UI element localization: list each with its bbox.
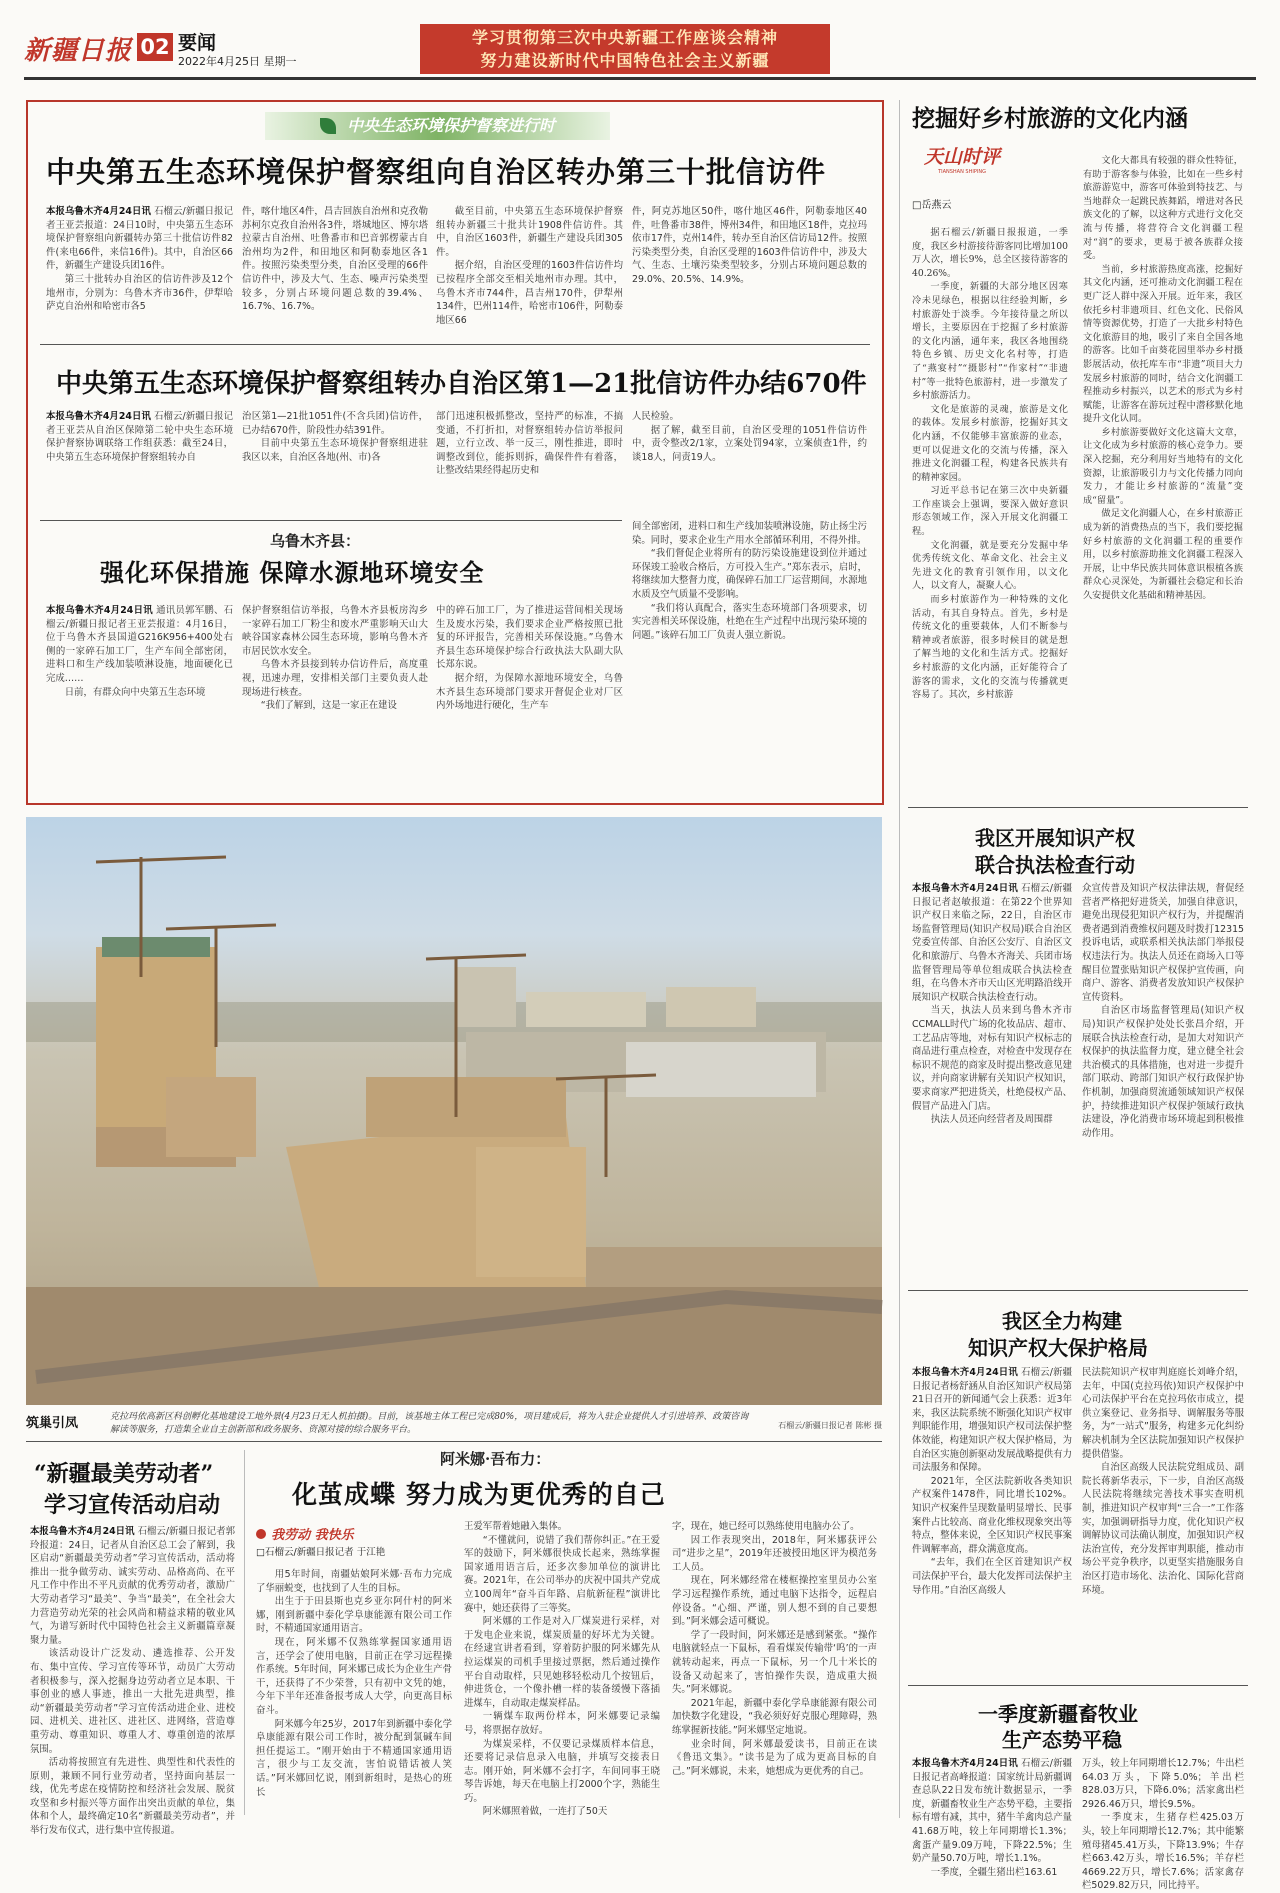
column-logo-text: 我劳动 我快乐 [271,1528,354,1543]
second-story-col-4: 人民检验。 据了解，截至目前，自治区受理的1051件信访件中，责令整改2/1家，立案处罚94家，立案侦查1件，约谈18人，问责19人。 [632,411,867,463]
tourism-col-1: 据石榴云/新疆日报报道，一季度，我区乡村游接待游客同比增加100万人次，增长9%，总全区接待游客的40.26%。 一季度，新疆的大部分地区因寒冷未见绿色，根据以往经验判断，乡村旅游处于淡季。今年接待量之所以增长，主要原因在于挖掘了乡村旅游的文化内涵，通年来，我区各地围绕特色乡镇、历史文化名村等，打造了“燕宴村”“摄影村”“作家村”“非遗村”等一批特色旅游村，进一步激发了乡村旅游活力。 文化是旅游的灵魂，旅游是文化的载体。发展乡村旅游，挖掘好其文化内涵，不仅能够丰富旅游的业态，更可以促进文化的交流与传播，深入推进文化润疆工程，构建各民族共有的精神家园。 习近平总书记在第三次中央新疆工作座谈会上强调，要深入做好意识形态领域工作，深入开展文化润疆工程。 文化润疆，就是要充分发掘中华优秀传统文化、革命文化、社会主义先进文化的教育引领作用，以文化人，以文育人，凝聚人心。 而乡村旅游作为一种特殊的文化活动，有其自身特点。首先，乡村是传统文化的重要载体，人们不断参与精神或者旅游，很多时候目的就是想了解当地的文化和生活方式。挖掘好乡村旅游的文化内涵，正好能符合了游客的需求，文化的交流与传播就更容易了。其次，乡村旅游 [912,227,1068,701]
urumqi-col-1: 本报乌鲁木齐4月24日讯 通讯员郭军鹏、石榴云/新疆日报记者王亚芸报道：4月16日，位于乌鲁木齐县国道G216K956+400处右侧的一家碎石加工厂，生产车间全部密闭，进料口和生产线加装喷淋设施，地面硬化已完成…… 日前，有群众向中央第五生态环境 [46,605,233,698]
banner-line-1: 学习贯彻第三次中央新疆工作座谈会精神 [471,28,778,47]
section-badge [265,112,610,140]
badge-label: 中央生态环境保护督察进行时 [347,116,556,135]
ip-protection-headline-2: 知识产权大保护格局 [968,1336,1148,1360]
urumqi-col-4: 间全部密闭，进料口和生产线加装喷淋设施，防止扬尘污染。同时，要求企业生产用水全部循环利用，不得外排。 “我们督促企业将所有的防污染设施建设到位并通过环保竣工验收合格后，方可投入生产。”郑东表示，启时，将继续加大整督力度，确保碎石加工厂运营期间，水源地水质及空气质量不受影响。 “我们将认真配合，落实生态环境部门各项要求，切实完善相关环保设施，杜绝在生产过程中出现污染环境的问题。”该碎石加工厂负责人强立新说。 [632,521,867,641]
urumqi-headline: 强化环保措施 保障水源地环境安全 [100,558,485,587]
urumqi-col-3: 中的碎石加工厂，为了推进运营间相关现场生及废水污染，我们要求企业严格按照已批复的环评报告，完善相关环保设施。”乌鲁木齐县生态环境保护综合行政执法大队副大队长郑东说。 据介绍，为保障水源地环境安全，乌鲁木齐县生态环境部门要求开督促企业对厂区内外场地进行硬化，生产车 [436,605,623,712]
ip-enforcement-headline-1: 我区开展知识产权 [975,826,1135,850]
second-story-col-2: 治区第1—21批1051件(不含兵团)信访件，已办结670件，阶段性办结391件。 目前中央第五生态环境保护督察组进驻我区以来，自治区各地(州、市)各 [242,411,428,463]
livestock-headline-2: 生产态势平稳 [1002,1728,1122,1752]
leaf-icon [320,118,336,134]
second-story-col-1: 本报乌鲁木齐4月24日讯 石榴云/新疆日报记者王亚芸从自治区保障第二轮中央生态环境保护督察协调联络工作组获悉：截至24日，中央第五生态环境保护督察组转办自 [46,411,233,463]
banner-line-2: 努力建设新时代中国特色社会主义新疆 [480,51,770,70]
tourism-col-2: 文化大都具有较强的群众性特征，有助于游客参与体验，比如在一些乡村旅游游览中，游客可体验到特技艺、与当地群众一起跳民族舞蹈，增进对各民族文化的了解，以这种方式进行文化交流与传播，将营符合文化润疆工程对“润”的要求，更易于被各族群众接受。 当前，乡村旅游热度高涨，挖掘好其文化内涵，还可推动文化润疆工程在更广泛人群中深入开展。近年来，我区依托乡村非遗项目、红色文化、民俗风情等资源优势，打造了一大批乡村特色文化旅游目的地，吸引了来自全国各地的游客。比如千亩葵花园里举办乡村摄影展活动，依托库车市“非遗”项目大力发展乡村旅游的同时，结合文化润疆工程推动乡村振兴，以艺术的形式为乡村赋能，让游客在游玩过程中潜移默化地提升文化认同。 乡村旅游要做好文化这篇大文章，让文化成为乡村旅游的核心竞争力。要深入挖掘，充分利用好当地特有的文化资源，让旅游吸引力与文化传播力同向发力，才能让乡村旅游的“流量”变成“留量”。 做足文化润疆人心，在乡村旅游正成为新的消费热点的当下，我们要挖掘好乡村旅游的文化润疆工程的重要作用，以乡村旅游助推文化润疆工程深入开展，让中华民族共同体意识根植各族群众心灵深处，为新疆社会稳定和长治久安提供文化基础和精神基因。 [1083,155,1243,601]
column-logo [924,142,1000,175]
column-logo-sub: TIANSHAN SHIPING [938,169,986,175]
labor-headline-1: “新疆最美劳动者” [34,1461,214,1487]
page-number: 02 [137,33,173,61]
ip-protection-col-2: 民法院知识产权审判庭庭长刘峰介绍，去年，中国(克拉玛依)知识产权保护中心司法保护平台在克拉玛依市成立，提供立案登记、业务指导、调解服务等服务，为“一站式”服务，构建多元化纠纷解决机制为全区法院加强知识产权保护提供借鉴。 自治区高级人民法院党组成员、副院长蒋新华表示，下一步，自治区高级人民法院将继续完善技术事实查明机制，推进知识产权审判“三合一”工作落实，加强调研指导力度，优化知识产权调解协议司法确认制度，加强知识产权法治宣传，充分发挥审判职能，推动市场公平竞争秩序，以更坚实措施服务自治区打造市场化、法治化、国际化营商环境。 [1082,1367,1244,1596]
ip-protection-headline-1: 我区全力构建 [1002,1309,1122,1333]
divider [908,1290,1248,1291]
dateline: 本报乌鲁木齐4月24日讯 [30,1526,135,1537]
divider [40,520,622,521]
column-logo-text: 天山时评 [924,146,1001,168]
amina-col-2: 王爱军帮着她融入集体。 “不懂就问，说错了我们帮你纠正。”在王爱军的鼓励下，阿米娜很快成长起来，熟练掌握国家通用语言后，还多次参加单位的演讲比赛。2021年，在公司举办的庆祝中国共产党成立100周年“奋斗百年路、启航新征程”演讲比赛中，她还获得了三等奖。 阿米娜的工作是对入厂煤炭进行采样，对于发电企业来说，煤炭质量的好坏尤为关键。在经逮宣讲者看到，穿着防护服的阿米娜先从拉运煤炭的司机手里接过票据，然后通过操作平台自动取样，只见她移轻松动几个按钮后，伸进货仓，一个像扑槽一样的装备缓慢下落插进煤车，自动取走煤炭样品。 一辆煤车取两份样本，阿米娜要记录编号，将票据存放好。 为煤炭采样，不仅要记录煤质样本信息，还要将记录信息录入电脑，并填写交接表日志。刚开始，阿米娜不会打字，车间同事王晓琴告诉她，每天在电脑上打2000个字，熟能生巧。 阿米娜照着做，一连打了50天 [464,1521,660,1818]
masthead [0,0,1280,80]
issue-date: 2022年4月25日 星期一 [178,55,297,68]
tourism-headline: 挖掘好乡村旅游的文化内涵 [912,105,1188,132]
labor-body: 本报乌鲁木齐4月24日讯 石榴云/新疆日报记者郭玲报道：24日，记者从自治区总工会了解到，我区启动“新疆最美劳动者”学习宣传活动，活动将推出一批争做劳动、诚实劳动、品格高尚、在平凡工作中作出不平凡贡献的优秀劳动者，激励广大劳动者学习“最美”、争当“最美”，在全社会大力营造劳动光荣的社会风尚和精益求精的敬业风气，为谱写新时代中国特色社会主义新疆篇章凝聚力量。 该活动设计广泛发动、遴选推荐、公开发布、集中宣传、学习宣传等环节，动员广大劳动者积极参与，深入挖掘身边劳动者立足本职、干事创业的感人事迹，推出一大批先进典型，推动“新疆最美劳动者”学习宣传活动进企业、进校园、进机关、进社区、进社区、进网络，营造尊重劳动、尊重知识、尊重人才、尊重创造的浓厚氛围。 活动将按照宣有先进性、典型性和代表性的原则，兼顾不同行业劳动者，坚持面向基层一线，优先考虑在疫情防控和经济社会发展、脱贫攻坚和乡村振兴等方面作出突出贡献的单位，集体和个人，最终确定10名“新疆最美劳动者”，并举行发布仪式，进行集中宣传报道。 [30,1526,235,1837]
dateline: 本报乌鲁木齐4月24日讯 [912,883,1018,894]
top-story-col-3: 截至目前，中央第五生态环境保护督察组转办新疆三十批共计1908件信访件。其中，自治区1603件，新疆生产建设兵团305件。 据介绍，自治区受理的1603件信访件均已按程序全部交至相关地州市办理。其中，乌鲁木齐市744件，昌吉州170件，伊犁州134件，巴州114件，哈密市106件，阿勒泰地区66 [436,206,623,326]
construction-scene [26,817,882,1405]
ip-enforcement-col-2: 众宣传普及知识产权法律法规，督促经营者严格把好进货关，加强自律意识，避免出现侵犯知识产权行为，并提醒消费者遇到消费维权问题及时拨打12315投诉电话，或联系相关执法部门举报侵权违法行为。执法人员还在商场入口等醒目位置张贴知识产权保护宣传画，向商户、游客、消费者发放知识产权保护宣传资料。 自治区市场监督管理局(知识产权局)知识产权保护处处长张昌介绍，开展联合执法检查行动，是加大对知识产权保护的执法监督力度，建立健全社会共治模式的具体措施，也对进一步提升部门联动、跨部门知识产权行政保护协作机制，加强商贸流通领域知识产权保护，持续推进知识产权保护领域行政执法建设，净化消费市场环境起到积极推动作用。 [1082,883,1244,1139]
dateline: 本报乌鲁木齐4月24日讯 [912,1758,1018,1769]
second-story-col-3: 部门迅速积极抓整改，坚持严的标准，不搞变通，不打折扣，对督察组转办信访举报问题，立行立改、举一反三，刚性推进，即时调整改到位，能拆则拆，确保件件有着落，让整改结果经得起历史和 [436,411,623,477]
second-story-headline: 中央第五生态环境保护督察组转办自治区第1—21批信访件办结670件 [56,369,867,399]
column-divider [244,1450,245,1815]
ip-protection-col-1: 本报乌鲁木齐4月24日讯 石榴云/新疆日报记者杨舒涵从自治区知识产权局第21日召开的新闻通气会上获悉：近3年来，我区法院系统不断强化知识产权审判职能作用，增强知识产权司法保护整体效能，构建知识产权大保护格局，为自治区实施创新驱动发展战略提供有力司法服务和保障。 2021年，全区法院新收各类知识产权案件1478件，同比增长102%。知识产权案件呈现数量明显增长、民事案件占比较高、商业化维权现象突出等特点，整体来说，全区知识产权民事案件调解率高，群众满意度高。 “去年，我们在全区首建知识产权司法保护平台，最大化发挥司法保护主导作用。”自治区高级人 [912,1367,1072,1596]
dateline: 本报乌鲁木齐4月24日讯 [46,206,151,217]
dateline: 本报乌鲁木齐4月24日讯 [46,605,153,616]
amina-kicker: 阿米娜·吾布力： [440,1450,551,1468]
top-story-col-2: 件，喀什地区4件，昌吉回族自治州和克孜勒苏柯尔克孜自治州各3件，塔城地区、博尔塔拉蒙古自治州、吐鲁番市和巴音郭楞蒙古自治州均为2件，和田地区和阿勒泰地区各1件。按照污染类型分类，自治区受理的66件信访件中，涉及大气、生态、噪声污染类型较多，分别占环境问题总数的39.4%、16.7%、16.7%。 [242,206,428,313]
divider [40,344,870,345]
byline: □石榴云/新疆日报记者 于江艳 [256,1547,386,1558]
urumqi-kicker: 乌鲁木齐县： [270,532,361,550]
top-story-col-1: 本报乌鲁木齐4月24日讯 石榴云/新疆日报记者王亚芸报道：24日10时，中央第五生态环境保护督察组向新疆转办第三十批信访件82件(来电66件，来信16件)。其中，自治区66件，新疆生产建设兵团16件。 第三十批转办自治区的信访件涉及12个地州市，分别为：乌鲁木齐市36件，伊犁哈萨克自治州和哈密市各5 [46,206,233,313]
divider [908,807,1248,808]
divider [26,1441,882,1442]
ip-enforcement-col-1: 本报乌鲁木齐4月24日讯 石榴云/新疆日报记者赵敏报道：在第22个世界知识产权日来临之际，22日，自治区市场监督管理局(知识产权局)联合自治区党委宣传部、自治区公安厅、自治区文化和旅游厅、乌鲁木齐海关、兵团市场监督管理局等单位组成联合执法检查组，在乌鲁木齐市天山区光明路沿线开展知识产权联合执法检查行动。 当天，执法人员来到乌鲁木齐市CCMALL时代广场的化妆品店、超市、工艺品店等地，对标有知识产权标志的商品进行重点检查，对检查中发现存在标识不规范的商家及时提出整改意见建议，并向商家讲解有关知识产权知识，要求商家严把进货关，杜绝侵权产品、假冒产品进入门店。 执法人员还向经营者及周围群 [912,883,1072,1126]
livestock-col-1: 本报乌鲁木齐4月24日讯 石榴云/新疆日报记者高峰报道：国家统计局新疆调查总队22日发布统计数据显示，一季度，新疆畜牧业生产态势平稳，主要指标有增有减，其中，猪牛羊禽肉总产量41.68万吨，较上年同期增长1.3%；禽蛋产量9.09万吨，下降22.5%；生奶产量50.70万吨，增长1.1%。 一季度，全疆生猪出栏163.61 [912,1758,1072,1878]
amina-headline: 化茧成蝶 努力成为更优秀的自己 [292,1480,666,1509]
ip-enforcement-headline-2: 联合执法检查行动 [975,853,1135,877]
logo: 新疆日报 [24,36,133,66]
theme-banner [420,24,830,74]
column-divider [899,100,900,1818]
dateline: 本报乌鲁木齐4月24日讯 [46,411,151,422]
photo-credit: 石榴云/新疆日报记者 陈彬 摄 [778,1421,882,1430]
photo-caption: 克拉玛依高新区科创孵化基地建设工地外景(4月23日无人机拍摄)。目前，该基地主体工程已完成80%，项目建成后，将为入驻企业提供人才引进培养、政策咨询解读等服务，打造集全业自主创新部和政务服务、资源对接的综合服务平台。 [110,1412,749,1435]
amina-col-3: 字，现在，她已经可以熟练使用电脑办公了。 因工作表现突出，2018年，阿米娜获评公司“进步之星”，2019年还被授田地区评为模范务工人员。 现在，阿米娜经常在楼框操控室里员办公室学习远程操作系统，通过电脑下达指令，远程启停设备。“心细、严谨，别人想不到的自己要想到。”阿米娜会适可概说。 学了一段时间，阿米娜还是感到紧张。“操作电脑就轻点一下鼠标，看看煤炭传输带‘呜’的一声就转动起来，再点一下鼠标，另一个几十米长的设备又动起来了，害怕操作失误，造成重大损失。”阿米娜说。 2021年起，新疆中泰化学阜康能源有限公司加快数字化建设，“我必须好好克服心理障碍，熟练掌握新技能。”阿米娜坚定地说。 业余时间，阿米娜最爱读书，目前正在读《鲁迅文集》。“读书是为了成为更高目标的自己。”阿米娜说，未来，她想成为更优秀的自己。 [672,1521,877,1777]
divider [908,1685,1248,1686]
column-logo [256,1523,354,1543]
construction-photo [26,817,882,1405]
labor-headline-2: 学习宣传活动启动 [44,1492,221,1518]
amina-col-1: 用5年时间，南疆姑娘阿米娜·吾布力完成了华丽蜕变，也找到了人生的目标。 出生于于田县斯也克乡亚尔阿什村的阿米娜，刚到新疆中泰化学阜康能源有限公司工作时，不精通国家通用语言。 现在，阿米娜不仅熟练掌握国家通用语言，还学会了使用电脑，目前正在学习远程操作系统。5年时间，阿米娜已成长为企业生产骨干，还获得了不少荣誉，只有初中文凭的她，今年下半年还准备报考成人大学，向更高目标奋斗。 阿米娜今年25岁，2017年到新疆中泰化学阜康能源有限公司工作时，被分配到氯碱车间担任提运工。“刚开始由于不精通国家通用语言，很少与工友交流，害怕说错话被人笑话。”阿米娜回忆说，刚到新组时，是热心的班长 [256,1569,452,1798]
top-story-col-4: 件，阿克苏地区50件，喀什地区46件，阿勒泰地区40件，吐鲁番市38件，博州34件，和田地区18件，克拉玛依市17件，克州14件，转办至自治区信访局12件。按照污染类型分类，自治区受理的1603件信访件中，涉及大气、生态、土壤污染类型较多，分别占环境问题总数的29.0%、20.5%、14.9%。 [632,206,867,285]
byline: □岳燕云 [912,200,952,211]
dateline: 本报乌鲁木齐4月24日讯 [912,1367,1018,1378]
heart-icon [256,1529,266,1539]
livestock-headline-1: 一季度新疆畜牧业 [978,1702,1138,1726]
livestock-col-2: 万头，较上年同期增长12.7%；牛出栏64.03万头，下降5.0%；羊出栏828.03万只，下降6.0%；活家禽出栏2926.46万只，增长9.5%。 一季度末，生猪存栏425.03万头，较上年同期增长12.7%；其中能繁殖母猪45.41万头，下降13.9%；牛存栏663.42万头，增长16.5%；羊存栏4669.22万只，增长7.6%；活家禽存栏5029.82万只，同比持平。 [1082,1758,1244,1892]
masthead-rule [24,77,1256,80]
photo-caption-label: 筑巢引凤 [26,1416,79,1431]
urumqi-col-2: 保护督察组信访举报，乌鲁木齐县板房沟乡一家碎石加工厂粉尘和废水严重影响天山大峡谷国家森林公园生态环境，影响乌鲁木齐市居民饮水安全。 乌鲁木齐县接到转办信访件后，高度重视，迅速办理，安排相关部门主要负责人赴现场进行核查。 “我们了解到，这是一家正在建设 [242,605,428,712]
section-name: 要闻 [178,32,217,54]
top-story-headline: 中央第五生态环境保护督察组向自治区转办第三十批信访件 [46,155,827,189]
